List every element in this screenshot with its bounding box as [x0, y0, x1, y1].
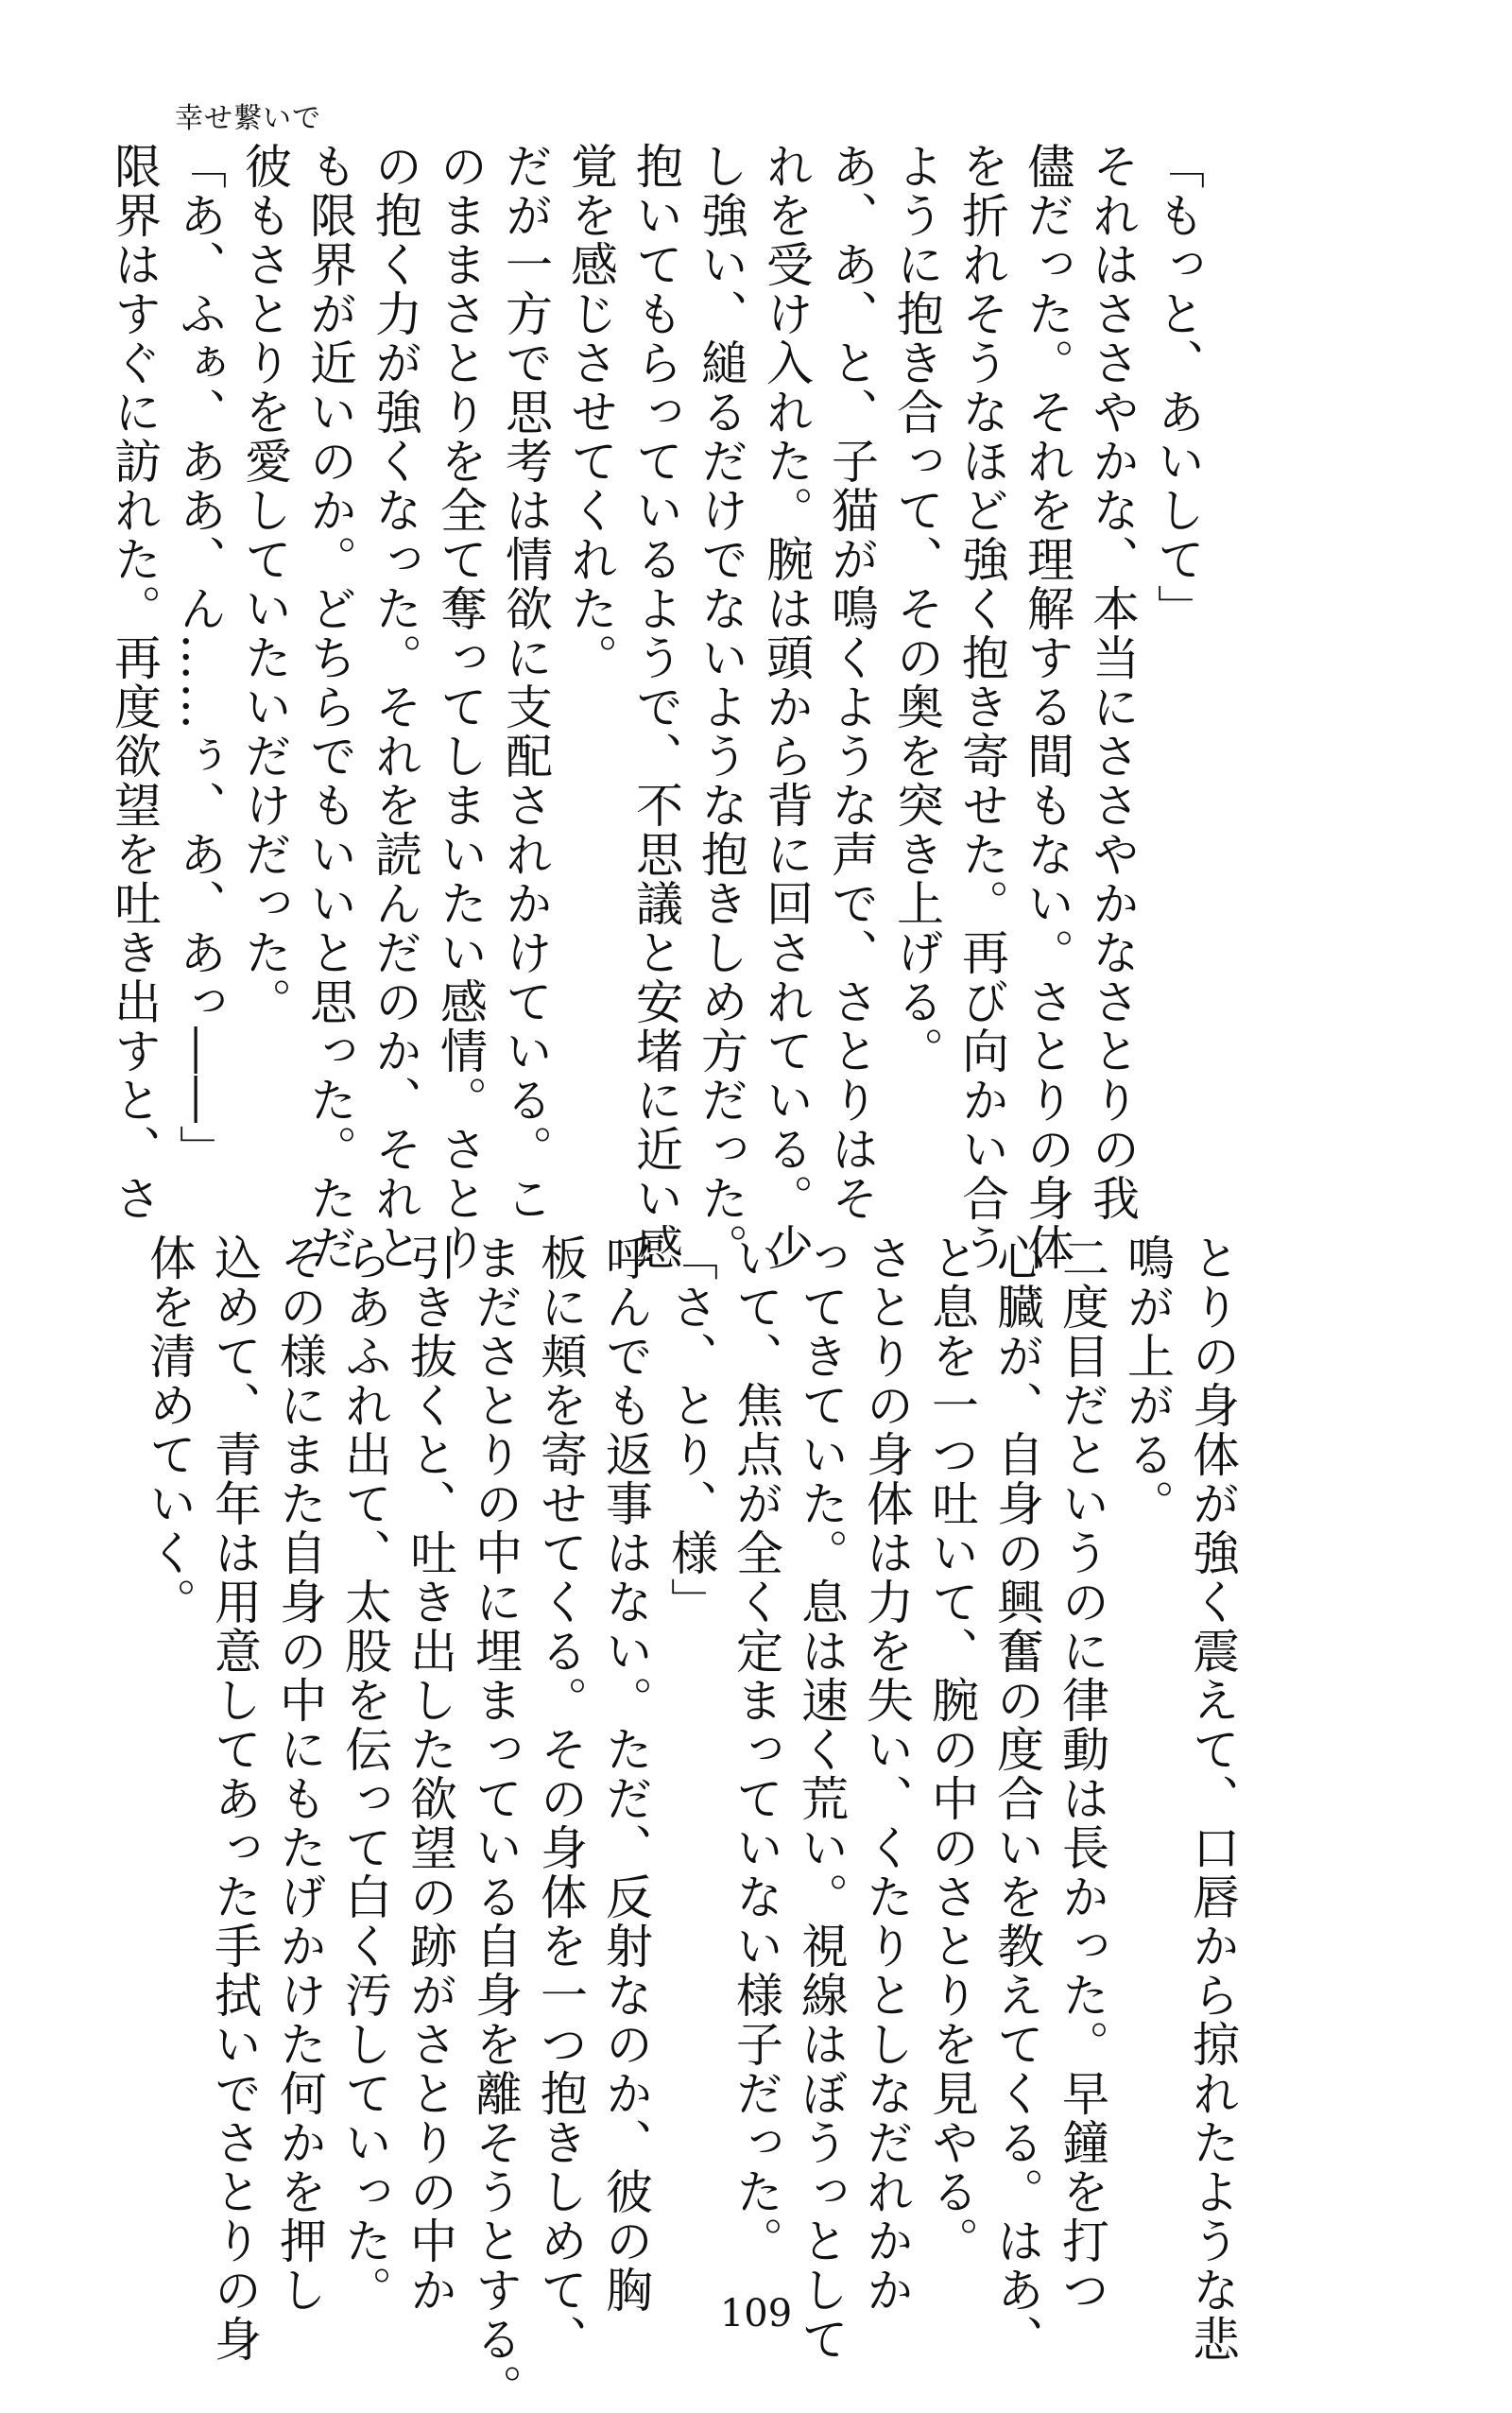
text-line: と息を一つ吐いて、腕の中のさとりを見やる。 — [924, 1233, 979, 2266]
text-line: まださとりの中に埋まっている自身を離そうとする。 — [468, 1233, 523, 2413]
text-line: 二度目だというのに律動は長かった。早鐘を打つ — [1055, 1233, 1109, 2315]
text-line: 彼もさとりを愛していたいだけだった。 — [237, 142, 292, 1026]
page-number: 109 — [719, 2292, 793, 2335]
text-line: いて、焦点が全く定まっていない様子だった。 — [729, 1233, 783, 2266]
text-line: 込めて、青年は用意してあった手拭いでさとりの身 — [207, 1233, 262, 2364]
text-line: 引き抜くと、吐き出した欲望の跡がさとりの中か — [403, 1233, 457, 2315]
text-line: 心臓が、自身の興奮の度合いを教えてくる。はあ、 — [989, 1233, 1044, 2364]
text-line: ってきていた。息は速く荒い。視線はぼうっとして — [794, 1233, 849, 2364]
text-line: のままさとりを全て奪ってしまいたい感情。さとり — [433, 142, 488, 1272]
text-line: を折れそうなほど強く抱き寄せた。再び向かい合う — [954, 142, 1009, 1272]
text-line: 覚を感じさせてくれた。 — [563, 142, 618, 682]
text-line: 体を清めていく。 — [142, 1233, 197, 1627]
running-header: 幸せ繋いで — [175, 102, 321, 135]
text-line: れを受け入れた。腕は頭から背に回されている。少 — [759, 142, 814, 1272]
text-line: その様にまた自身の中にもたげかけた何かを押し — [272, 1233, 327, 2315]
text-line: の抱く力が強くなった。それを読んだのか、それと — [368, 142, 422, 1272]
text-line: 板に頬を寄せてくる。その身体を一つ抱きしめて、 — [533, 1233, 588, 2364]
text-line: 「さ、とり、様」 — [663, 1233, 718, 1627]
text-line: も限界が近いのか。どちらでもいいと思った。ただ — [302, 142, 357, 1272]
text-line: ように抱き合って、その奥を突き上げる。 — [889, 142, 944, 1076]
text-line: 儘だった。それを理解する間もない。さとりの身体 — [1020, 142, 1074, 1272]
text-line: 限界はすぐに訪れた。再度欲望を吐き出すと、さ — [107, 142, 162, 1223]
text-line: 「もっと、あいして」 — [1150, 142, 1205, 633]
text-block-top — [101, 142, 1210, 1272]
text-line: 抱いてもらっているようで、不思議と安堵に近い感 — [628, 142, 683, 1272]
text-line: らあふれ出て、太股を伝って白く汚していった。 — [337, 1233, 392, 2315]
text-line: それはささやかな、本当にささやかなさとりの我 — [1085, 142, 1140, 1223]
text-line: さとりの身体は力を失い、くたりとしなだれかか — [859, 1233, 914, 2315]
text-line: 「あ、ふぁ、ああ、ん……ぅ、あ、あっ――」 — [172, 142, 227, 1174]
text-line: あ、あ、と、子猫が鳴くような声で、さとりはそ — [824, 142, 879, 1223]
text-line: し強い、縋るだけでないような抱きしめ方だった。 — [694, 142, 748, 1272]
text-line: とりの身体が強く震えて、口唇から掠れたような悲 — [1185, 1233, 1240, 2364]
text-line: 鳴が上がる。 — [1120, 1233, 1175, 1528]
text-line: 呼んでも返事はない。ただ、反射なのか、彼の胸 — [598, 1233, 653, 2315]
text-line: だが一方で思考は情欲に支配されかけている。こ — [498, 142, 553, 1223]
